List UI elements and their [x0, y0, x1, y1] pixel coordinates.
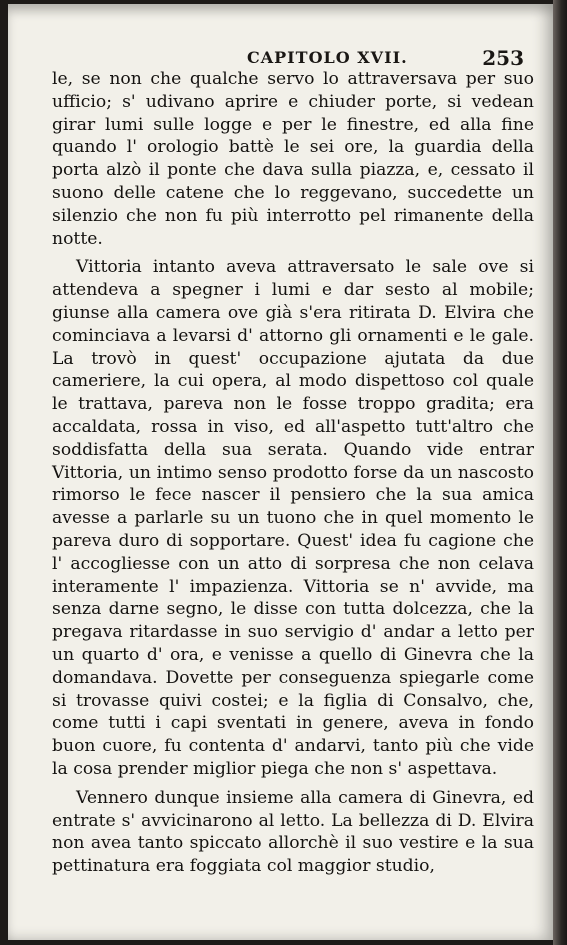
book-page — [8, 4, 556, 940]
body-text — [52, 68, 534, 878]
page-header — [42, 46, 528, 70]
paragraph: Vennero dunque insieme alla camera di Ginevra, ed entrate s' avvicinarono al letto. La bellezza di D. Elvira non avea tanto spiccato allorchè il suo vestire e la sua pettinatura era foggiata col maggior studio, — [52, 787, 534, 877]
paragraph: le, se non che qualche servo lo attraversava per suo ufficio; s' udivano aprire e chiuder porte, si vedean girar lumi sulle logge e per le finestre, ed alla fine quando l' orologio battè le sei ore, la guardia della porta alzò il ponte che dava sulla piazza, e, cessato il suono delle catene che lo reggevano, succedette un silenzio che non fu più interrotto pel rimanente della notte. — [52, 69, 534, 249]
page-number: 253 — [482, 46, 524, 70]
paragraph: Vittoria intanto aveva attraversato le sale ove si attendeva a spegner i lumi e dar sesto al mobile; giunse alla camera ove già s'era ritirata D. Elvira che cominciava a levarsi d' attorno gli ornamenti e le gale. La trovò in quest' occupazione ajutata da due cameriere, la cui opera, al modo dispettoso col quale le trattava, pareva non le fosse troppo gradita; era accaldata, rossa in viso, ed all'aspetto tutt'altro che soddisfatta della sua serata. Quando vide entrar Vittoria, un intimo senso prodotto forse da un nascosto rimorso le fece nascer il pensiero che la sua amica avesse a parlarle su un tuono che in quel momento le pareva duro di sopportare. Quest' idea fu cagione che l' accogliesse con un atto di sorpresa che non celava interamente l' impazienza. Vittoria se n' avvide, ma senza darne segno, le disse con tutta dolcezza, che la pregava ritardasse in suo servigio d' andar a letto per un quarto d' ora, e venisse a quello di Ginevra che la domandava. Dovette per conseguenza spiegarle come si trovasse quivi costei; e la figlia di Consalvo, che, come tutti i capi sventati in genere, aveva in fondo buon cuore, fu contenta d' andarvi, tanto più che vide la cosa prender miglior piega che non s' aspettava. — [52, 257, 534, 779]
page-edge-shadow — [553, 0, 567, 945]
running-title: CAPITOLO XVII. — [247, 48, 408, 67]
